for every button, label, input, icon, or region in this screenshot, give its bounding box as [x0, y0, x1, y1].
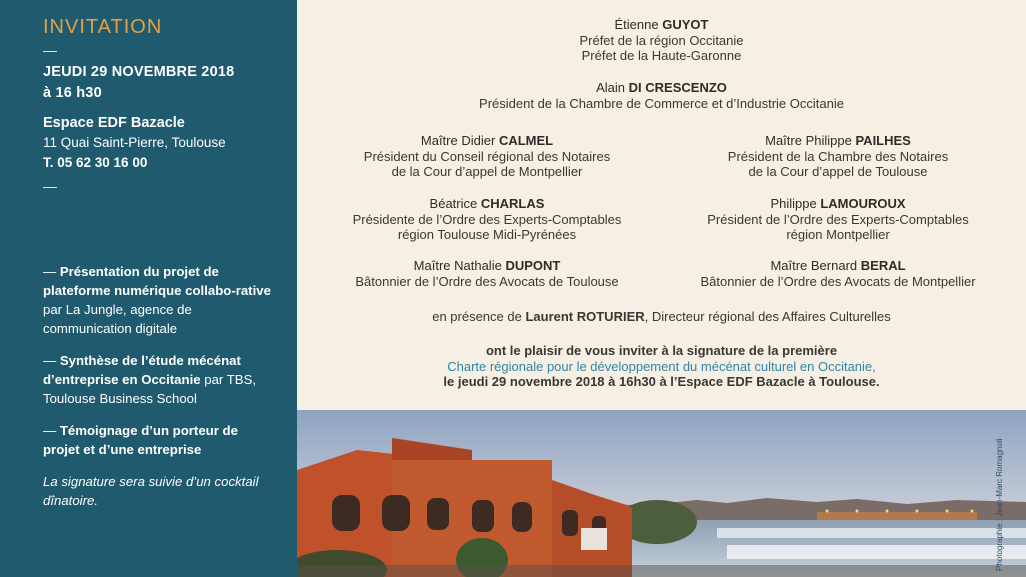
- host-guyot: Étienne GUYOT Préfet de la région Occitanie Préfet de la Haute-Garonne: [579, 17, 744, 63]
- divider: [43, 187, 57, 188]
- cocktail-note: La signature sera suivie d’un cocktail dînatoire.: [43, 474, 259, 508]
- program-item: — Présentation du projet de plateforme numérique collabo-rative par La Jungle, agence de communication digitale: [43, 264, 271, 336]
- program-item: — Témoignage d’un porteur de projet et d’une entreprise: [43, 423, 238, 457]
- invitation-text: ont le plaisir de vous inviter à la signature de la première Charte régionale pour le développement du mécénat culturel en Occitanie, le jeudi 29 novembre 2018 à 16h30 à l’Espace EDF Bazacle à Toulouse.: [297, 343, 1026, 390]
- program-list: [43, 262, 275, 523]
- photo-credit: Photographie : Jean-Marc Romagnoli: [995, 438, 1004, 572]
- host-dupont: Maître Nathalie DUPONT Bâtonnier de l’Ordre des Avocats de Toulouse: [355, 258, 619, 289]
- host-charlas: Béatrice CHARLAS Présidente de l’Ordre des Experts-Comptables région Toulouse Midi-Pyrénées: [352, 196, 622, 242]
- event-date: JEUDI 29 NOVEMBRE 2018 à 16 h30: [43, 64, 235, 101]
- invitation-title: INVITATION: [43, 16, 163, 38]
- host-pailhes: Maître Philippe PAILHES Président de la Chambre des Notaires de la Cour d’appel de Toulouse: [727, 133, 949, 179]
- venue-address: 11 Quai Saint-Pierre, Toulouse: [43, 135, 226, 150]
- host-calmel: Maître Didier CALMEL Président du Conseil régional des Notaires de la Cour d’appel de Montpellier: [363, 133, 611, 179]
- host-beral: Maître Bernard BERAL Bâtonnier de l’Ordre des Avocats de Montpellier: [700, 258, 976, 289]
- venue-phone: T. 05 62 30 16 00: [43, 155, 148, 170]
- invitation-sidebar: [0, 0, 297, 577]
- hosts-section: [297, 0, 1026, 410]
- host-dicrescenzo: Alain DI CRESCENZO Président de la Chambre de Commerce et d’Industrie Occitanie: [479, 80, 844, 111]
- divider: [43, 51, 57, 52]
- presence-line: en présence de Laurent ROTURIER, Directeur régional des Affaires Culturelles: [432, 309, 891, 324]
- program-item: — Synthèse de l’étude mécénat d’entreprise en Occitanie par TBS, Toulouse Business School: [43, 353, 257, 406]
- host-lamouroux: Philippe LAMOUROUX Président de l’Ordre des Experts-Comptables région Montpellier: [707, 196, 969, 242]
- bazacle-photo: [297, 410, 1026, 577]
- charter-title: Charte régionale pour le développement du mécénat culturel en Occitanie,: [447, 358, 876, 374]
- venue-name: Espace EDF Bazacle: [43, 115, 185, 131]
